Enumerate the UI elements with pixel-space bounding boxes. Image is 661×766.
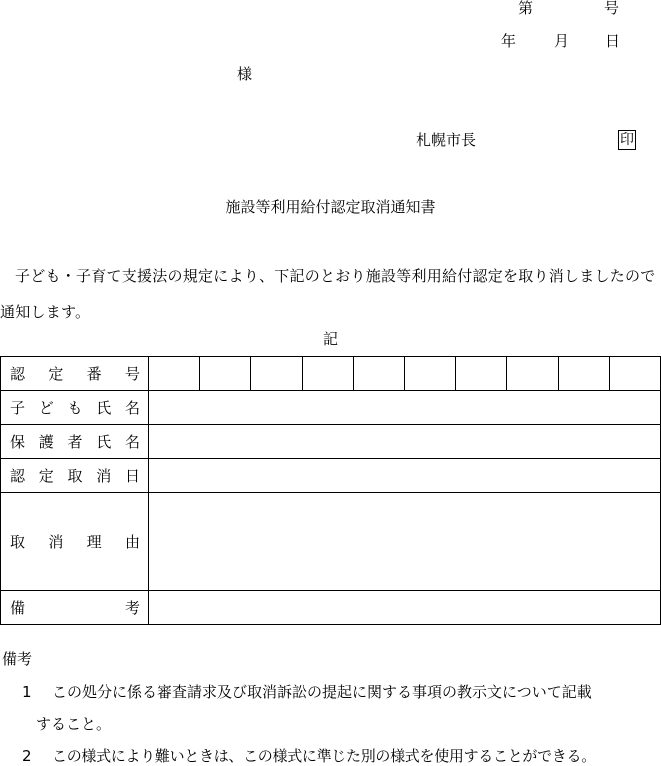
row-cancellation-date — [1, 459, 661, 493]
label-char: 番 — [86, 365, 102, 383]
notes-heading: 備考 — [2, 650, 33, 668]
label-char: 名 — [124, 433, 140, 451]
label-char: 保 — [10, 433, 26, 451]
label-char: 認 — [10, 365, 26, 383]
note-text: この様式により難いときは、この様式に準じた別の様式を使用することができる。 — [52, 747, 596, 765]
label-char: 備 — [10, 599, 26, 617]
remarks-field[interactable] — [149, 591, 661, 625]
row-cancellation-reason — [1, 493, 661, 591]
label-char: 氏 — [96, 433, 112, 451]
label-char: 名 — [124, 399, 140, 417]
cancellation-date-field[interactable] — [149, 459, 661, 493]
label-char: 氏 — [96, 399, 112, 417]
number-digit-cell[interactable] — [507, 357, 558, 391]
label-char: ど — [38, 399, 54, 417]
note-number: 2 — [22, 747, 32, 765]
label-char: 考 — [124, 599, 140, 617]
body-paragraph: 子ども・子育て支援法の規定により、下記のとおり施設等利用給付認定を取り消しましたので通知します。 — [0, 267, 656, 321]
row-guardian-name — [1, 425, 661, 459]
label-char: 子 — [10, 399, 26, 417]
label-child-name — [1, 391, 149, 425]
document-number-prefix: 第 — [518, 0, 534, 17]
number-digit-cell[interactable] — [609, 357, 660, 391]
label-guardian-name — [1, 425, 149, 459]
label-char: 理 — [86, 533, 102, 551]
row-certification-number — [1, 357, 661, 391]
label-char: 消 — [96, 467, 112, 485]
seal-mark: 印 — [620, 132, 634, 148]
label-char: も — [67, 399, 83, 417]
number-digit-cell[interactable] — [302, 357, 353, 391]
number-digit-cell[interactable] — [558, 357, 609, 391]
label-char: 取 — [10, 533, 26, 551]
label-cancellation-date — [1, 459, 149, 493]
cancellation-reason-field[interactable] — [149, 493, 661, 591]
number-digit-cell[interactable] — [456, 357, 507, 391]
label-char: 定 — [48, 365, 64, 383]
label-char: 号 — [124, 365, 140, 383]
guardian-name-field[interactable] — [149, 425, 661, 459]
label-remarks — [1, 591, 149, 625]
addressee-honorific: 様 — [237, 65, 253, 83]
label-char: 護 — [38, 433, 54, 451]
label-char: 認 — [10, 467, 26, 485]
document-title: 施設等利用給付認定取消通知書 — [225, 198, 436, 216]
label-cancellation-reason — [1, 493, 149, 591]
form-table — [0, 356, 661, 625]
ki-heading: 記 — [322, 330, 338, 348]
number-digit-cell[interactable] — [251, 357, 302, 391]
date-year-label: 年 — [501, 32, 517, 50]
label-char: 者 — [67, 433, 83, 451]
label-char: 取 — [67, 467, 83, 485]
note-text-continued: すること。 — [36, 715, 112, 733]
row-child-name — [1, 391, 661, 425]
date-day-label: 日 — [605, 32, 621, 50]
label-char: 消 — [48, 533, 64, 551]
note-text: この処分に係る審査請求及び取消訴訟の提起に関する事項の教示文について記載 — [52, 683, 592, 701]
note-number: 1 — [22, 683, 32, 701]
document-number-suffix: 号 — [604, 0, 620, 17]
number-digit-cell[interactable] — [353, 357, 404, 391]
label-certification-number — [1, 357, 149, 391]
issuer-name: 札幌市長 — [416, 131, 477, 149]
child-name-field[interactable] — [149, 391, 661, 425]
number-digit-cell[interactable] — [200, 357, 251, 391]
number-digit-cell[interactable] — [404, 357, 455, 391]
label-char: 日 — [124, 467, 140, 485]
label-char: 定 — [38, 467, 54, 485]
row-remarks — [1, 591, 661, 625]
number-digit-cell[interactable] — [149, 357, 200, 391]
label-char: 由 — [124, 533, 140, 551]
date-month-label: 月 — [554, 32, 570, 50]
